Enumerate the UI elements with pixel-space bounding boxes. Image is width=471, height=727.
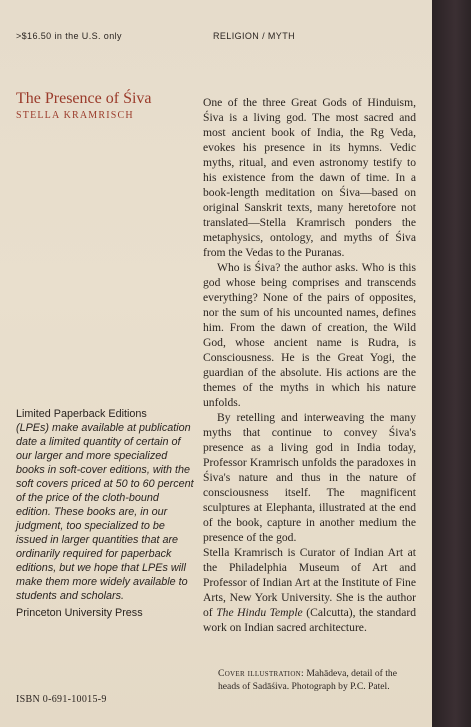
description-paragraph: By retelling and interweaving the many myths that continue to convey Śiva's presence as a living god in India today, Professor Kramrisch unfolds the paradoxes in Śiva's nature and thus in the nature of consciousness itself. The magnificent sculptures at Elephanta, illustrated at the end of the book, capture in another medium the presence of the god.: [203, 411, 416, 544]
description-paragraph: Who is Śiva? the author asks. Who is this god whose being comprises and transcends everything? None of the pairs of opposites, nor the sum of his uncounted names, defines him. From the dawn of creation, the Wild God, whose ancient name is Rudra, is Consciousness. He is the Great Yogi, the guardian of the absolute. His actions are the themes of the myths in which his nature unfolds.: [203, 261, 416, 409]
book-description: [203, 95, 416, 635]
description-paragraph: One of the three Great Gods of Hinduism, Śiva is a living god. The most sacred and most ancient book of India, the Rg Veda, evokes his presence in its hymns. Vedic myths, ritual, and even astronomy testify to his existence from the dawn of time. In a book-length meditation on Śiva—based on original Sanskrit texts, many heretofore not translated—Stella Kramrisch ponders the metaphysics, ontology, and myths of Śiva from the Vedas to the Puranas.: [203, 96, 416, 259]
author-bio: [203, 545, 416, 635]
price-label: >$16.50 in the U.S. only: [16, 31, 122, 41]
cover-illustration-credit: [218, 668, 416, 693]
credit-label: Cover illustration:: [218, 668, 304, 679]
credit-text: Mahādeva, detail of the heads of Sadāśiva. Photograph by P.C. Patel.: [218, 668, 397, 692]
lpe-heading: Limited Paperback Editions: [16, 408, 147, 420]
publisher-name: Princeton University Press: [16, 607, 143, 619]
isbn-number: ISBN 0-691-10015-9: [16, 694, 107, 705]
book-spine: [432, 0, 471, 727]
book-author: STELLA KRAMRISCH: [16, 110, 134, 121]
book-title: The Presence of Śiva: [16, 90, 152, 107]
author-bio-work: The Hindu Temple: [216, 606, 303, 619]
lpe-notice: [16, 407, 194, 620]
author-bio-tail: (Calcutta), the standard work on Indian sacred architecture.: [203, 606, 417, 634]
lpe-body: (LPEs) make available at publication date a limited quantity of certain of our larger and more specialized books in soft-cover editions, with the soft covers priced at 50 to 60 percent of the price of the cloth-bound edition. These books are, in our judgment, too specialized to be issued in larger quantities that are ordinarily required for paperback editions, but we hope that LPEs will make them more widely available to students and scholars.: [16, 422, 194, 602]
category-label: RELIGION / MYTH: [213, 31, 296, 41]
author-bio-lead: Stella Kramrisch is Curator of Indian Art at the Philadelphia Museum of Art and Professor of Indian Art at the Institute of Fine Arts, New York University. She is the author of: [203, 546, 416, 619]
